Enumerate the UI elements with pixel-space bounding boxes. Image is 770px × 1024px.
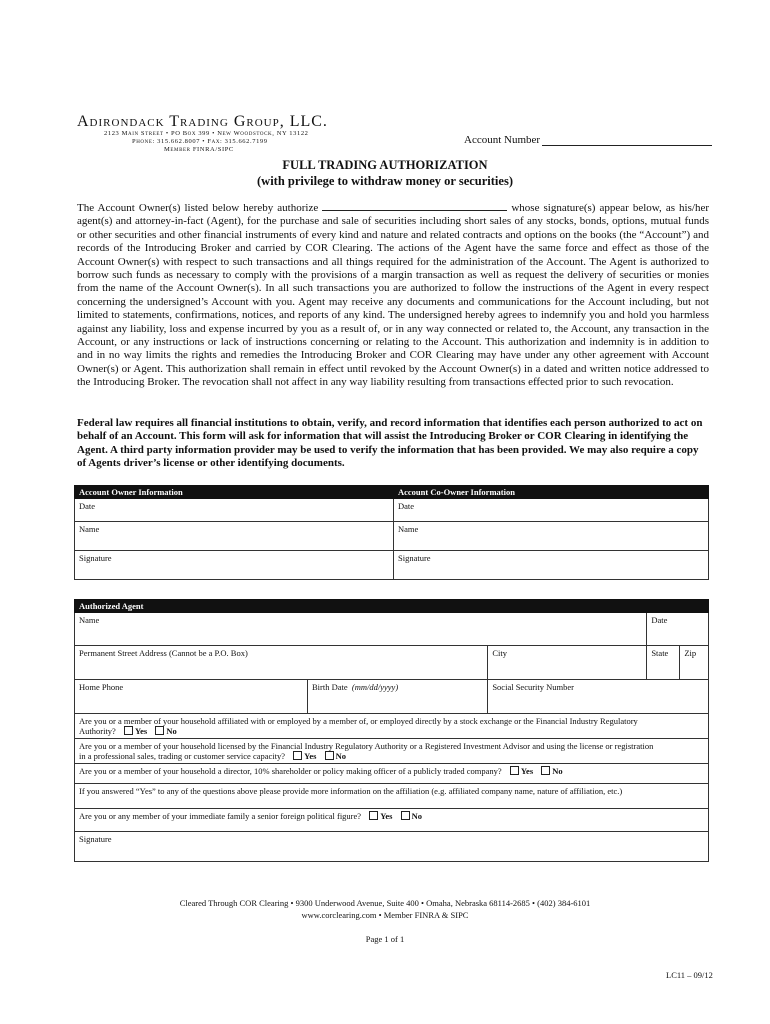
footer-clearing-line: Cleared Through COR Clearing • 9300 Underwood Avenue, Suite 400 • Omaha, Nebraska 68114-2685 • (402) 384-6101: [179, 898, 591, 908]
agent-city-label: City: [492, 648, 507, 658]
q1-no-label: No: [166, 726, 177, 736]
q5-yes-label: Yes: [380, 811, 393, 821]
question-director-shareholder: [75, 764, 709, 784]
form-code: LC11 – 09/12: [666, 970, 713, 980]
coowner-signature-label: Signature: [398, 553, 431, 563]
coowner-date-label: Date: [398, 501, 415, 511]
owner-header: Account Owner Information: [75, 486, 394, 499]
coowner-header: Account Co-Owner Information: [394, 486, 709, 499]
owner-date-field[interactable]: [75, 499, 394, 522]
question-finra-license: [75, 739, 709, 764]
federal-law-paragraph: Federal law requires all financial institutions to obtain, verify, and record information that identifies each person authorized to act on behalf of an Account. This form will ask for information that will assist the Introducing Broker or COR Clearing in identifying the Agent. A third party information provider may be used to verify the information that has been provided. We may also require a copy of Agents driver’s license or other identifying documents.: [77, 417, 703, 470]
q2-yes-checkbox[interactable]: [293, 751, 302, 760]
coowner-signature-field[interactable]: [394, 551, 709, 580]
q1-no-checkbox[interactable]: [155, 726, 164, 735]
q3-yes-checkbox[interactable]: [510, 766, 519, 775]
account-number-line: [542, 135, 712, 146]
q1-yes-checkbox[interactable]: [124, 726, 133, 735]
question-1-text-cont: Authority?: [79, 726, 116, 736]
agent-name-blank[interactable]: [322, 201, 507, 211]
agent-home-phone-label: Home Phone: [79, 682, 124, 692]
question-exchange-affiliation: [75, 714, 709, 739]
intro-before-text: The Account Owner(s) listed below hereby authorize: [77, 202, 319, 214]
company-member: Member FINRA/SIPC: [164, 146, 234, 153]
company-name: Adirondack Trading Group, LLC.: [77, 113, 328, 130]
affiliation-details-field[interactable]: [75, 784, 709, 809]
owner-signature-label: Signature: [79, 553, 112, 563]
agent-name-field[interactable]: [75, 613, 647, 646]
coowner-name-label: Name: [398, 524, 419, 534]
q1-yes-label: Yes: [134, 726, 148, 736]
company-phone-fax: Phone: 315.662.8007 • Fax: 315.662.7199: [132, 138, 268, 145]
agent-address-field[interactable]: [75, 646, 488, 680]
company-address: 2123 Main Street • PO Box 399 • New Woodstock, NY 13122: [104, 130, 309, 137]
q5-no-checkbox[interactable]: [401, 811, 410, 820]
question-2-text-cont: in a professional sales, trading or customer service capacity?: [79, 751, 286, 761]
question-3-text: Are you or a member of your household a director, 10% shareholder or policy making officer of a publicly traded company?: [79, 766, 502, 776]
q2-no-label: No: [335, 751, 346, 761]
agent-birth-date-label: Birth Date: [312, 682, 348, 692]
question-4-text: If you answered “Yes” to any of the questions above please provide more information on the affiliation (e.g. affiliated company name, nature of affiliation, etc.): [79, 786, 623, 796]
q2-yes-label: Yes: [304, 751, 317, 761]
q3-yes-label: Yes: [520, 766, 534, 776]
agent-zip-label: Zip: [684, 648, 697, 658]
owner-name-field[interactable]: [75, 522, 394, 551]
coowner-date-field[interactable]: [394, 499, 709, 522]
owner-signature-field[interactable]: [75, 551, 394, 580]
q5-yes-checkbox[interactable]: [369, 811, 378, 820]
agent-city-field[interactable]: [488, 646, 647, 680]
agent-state-label: State: [651, 648, 669, 658]
form-title: FULL TRADING AUTHORIZATION: [282, 158, 488, 172]
agent-zip-field[interactable]: [680, 646, 709, 680]
agent-info-table: [74, 599, 709, 862]
q3-no-checkbox[interactable]: [541, 766, 550, 775]
owner-date-label: Date: [79, 501, 96, 511]
question-2-text: Are you or a member of your household licensed by the Financial Industry Regulatory Authority or a Registered Investment Advisor and using the license or registration: [79, 741, 654, 751]
agent-date-label: Date: [651, 615, 668, 625]
agent-ssn-label: Social Security Number: [492, 682, 575, 692]
question-foreign-political: [75, 809, 709, 832]
agent-state-field[interactable]: [647, 646, 680, 680]
coowner-name-field[interactable]: [394, 522, 709, 551]
owner-name-label: Name: [79, 524, 100, 534]
agent-signature-field[interactable]: [75, 832, 709, 862]
q3-no-label: No: [552, 766, 563, 776]
footer-website-line: www.corclearing.com • Member FINRA & SIPC: [301, 910, 469, 920]
intro-after-text: whose signature(s) appear below, as his/her agent(s) and attorney-in-fact (Agent), for the purchase and sale of securities including short sales of any stocks, bonds, options, mutual funds or other securities and other financial instruments of every kind and nature and related contracts and options on the books (the “Account”) and records of the Introducing Broker and carried by COR Clearing. The actions of the Agent have the same force and effect as those of the Account Owner(s) with respect to such transactions and all things required for the administration of the Account. The Agent is authorized to borrow such funds as necessary to comply with the provisions of a margin transaction as well as request the delivery of securities or monies from the name of the Account Owner(s). In all such transactions you are authorized to follow the instructions of the Agent in every respect concerning the undersigned’s Account with you. Agent may receive any documents and communications for the Account including, but not limited to statements, confirmations, notices, and reports of any kind. The undersigned hereby agrees to indemnify you and hold you harmless against any liability, loss and expense incurred by you as a result of, or in any way connected or related to, the Account, any transaction in the Account, or any instructions or lack of instructions concerning or relating to the Account. This authorization and indemnity is in addition to and in no way limits the rights and remedies the Introducing Broker and COR Clearing may have under any other agreement with Account Owner(s) or Agent. This authorization shall remain in effect until revoked by the Account Owner(s) in a dated and written notice addressed to the Introducing Broker. The revocation shall not affect in any way liability resulting from transactions effected prior to such revocation.: [77, 202, 709, 389]
account-number-field[interactable]: [464, 134, 712, 146]
page-number: Page 1 of 1: [365, 934, 405, 944]
agent-date-field[interactable]: [647, 613, 709, 646]
agent-ssn-field[interactable]: [488, 680, 709, 714]
agent-name-label: Name: [79, 615, 100, 625]
question-5-text: Are you or any member of your immediate family a senior foreign political figure?: [79, 811, 362, 821]
form-subtitle: (with privilege to withdraw money or securities): [257, 174, 513, 188]
authorization-paragraph: [77, 201, 709, 390]
q2-no-checkbox[interactable]: [325, 751, 334, 760]
agent-signature-label: Signature: [79, 834, 112, 844]
owner-info-table: [74, 485, 709, 580]
account-number-label: Account Number: [464, 134, 541, 146]
agent-header: Authorized Agent: [75, 600, 709, 613]
agent-address-label: Permanent Street Address (Cannot be a P.O. Box): [79, 648, 248, 658]
agent-birth-date-field[interactable]: [308, 680, 488, 714]
agent-home-phone-field[interactable]: [75, 680, 308, 714]
q5-no-label: No: [411, 811, 422, 821]
agent-birth-date-format: (mm/dd/yyyy): [351, 682, 399, 692]
question-1-text: Are you or a member of your household affiliated with or employed by a member of, or employed directly by a stock exchange or the Financial Industry Regulatory: [79, 716, 638, 726]
